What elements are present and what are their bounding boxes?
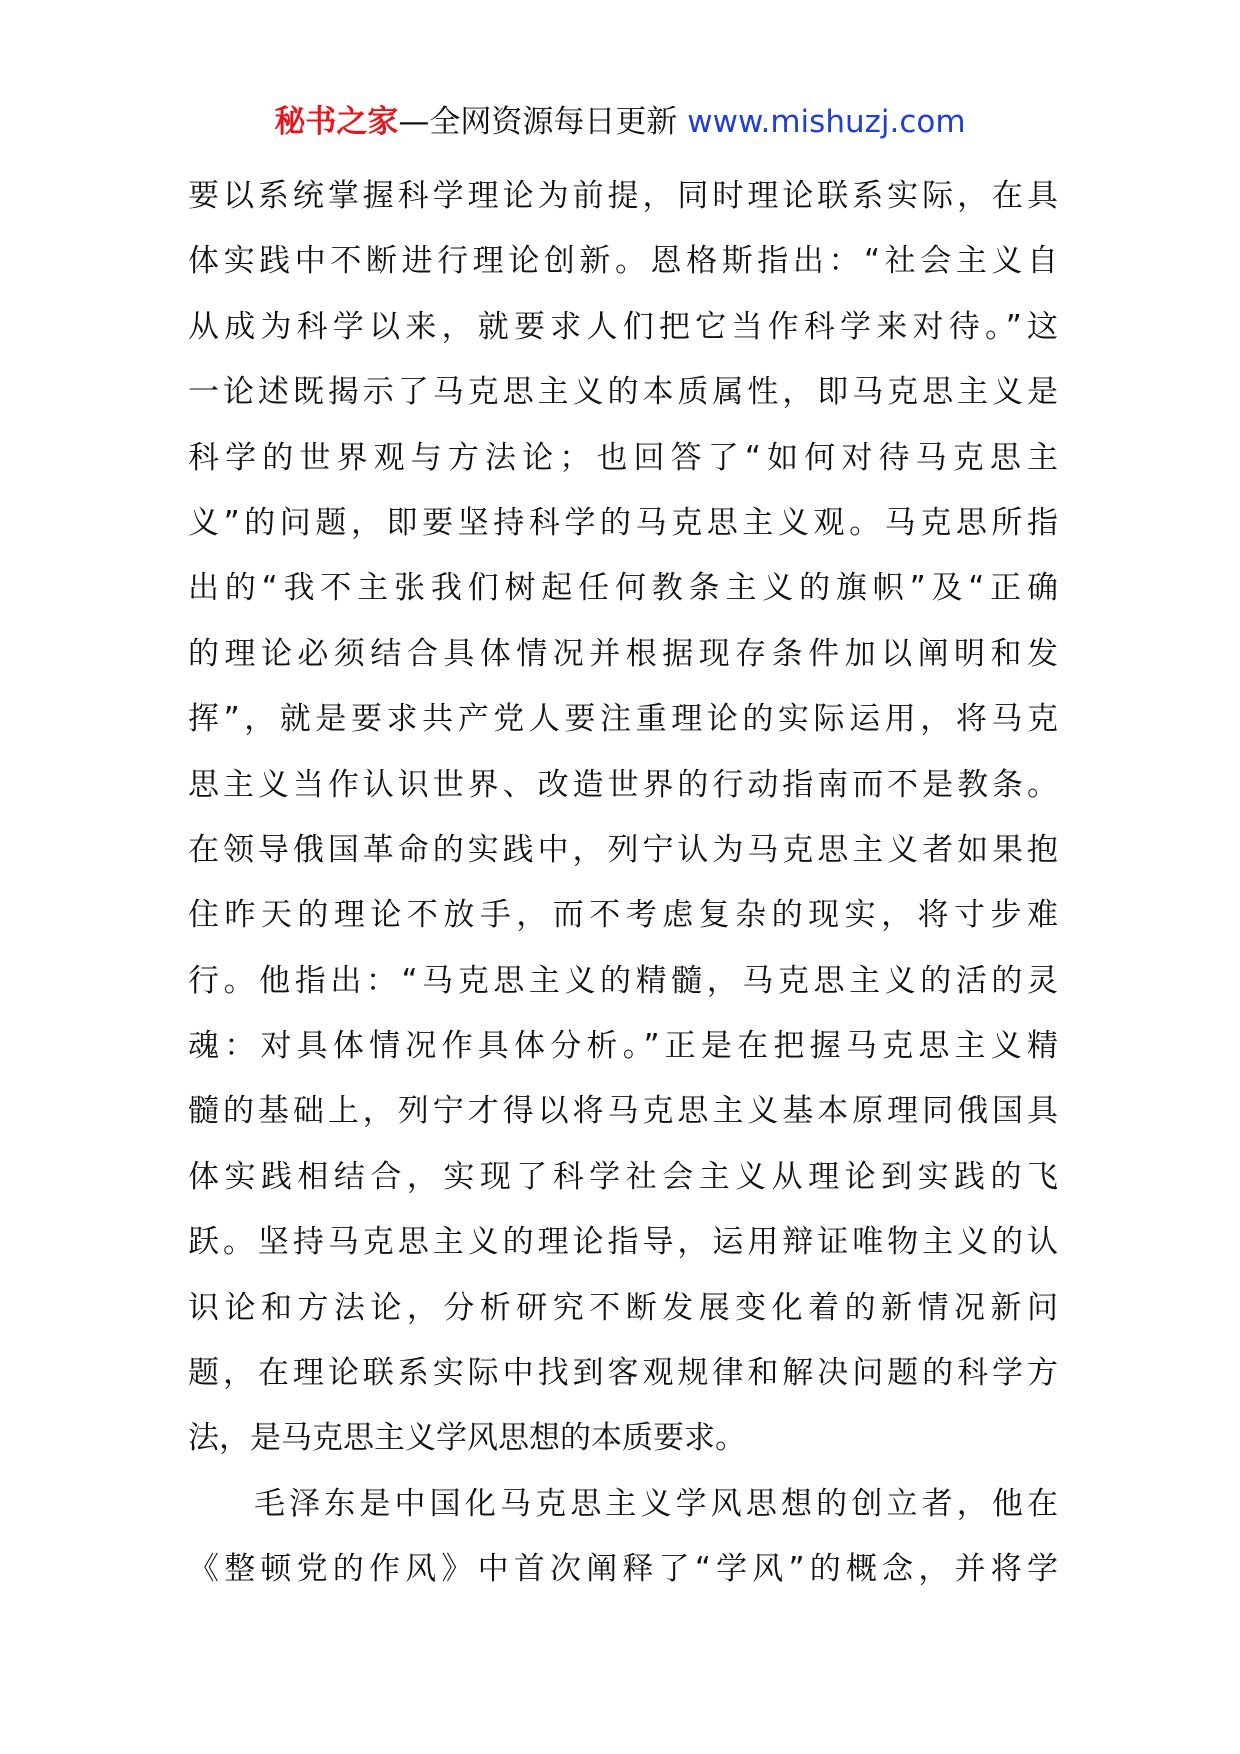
text-line: 《整顿党的作风》中首次阐释了“学风”的概念，并将学 <box>188 1551 1058 1588</box>
text-line: 法，是马克思主义学风思想的本质要求。 <box>188 1420 746 1457</box>
text-line: 从成为科学以来，就要求人们把它当作科学来对待。”这 <box>188 308 1058 345</box>
text-line: 题，在理论联系实际中找到客观规律和解决问题的科学方 <box>188 1355 1058 1392</box>
page-header <box>0 100 1240 144</box>
text-line: 体实践中不断进行理论创新。恩格斯指出：“社会主义自 <box>188 243 1058 280</box>
text-line: 思主义当作认识世界、改造世界的行动指南而不是教条。 <box>188 766 1058 803</box>
header-tagline: —全网资源每日更新 <box>398 104 688 140</box>
header-brand: 秘书之家 <box>274 104 399 140</box>
text-line: 跃。坚持马克思主义的理论指导，运用辩证唯物主义的认 <box>188 1224 1058 1261</box>
text-line: 髓的基础上，列宁才得以将马克思主义基本原理同俄国具 <box>188 1093 1058 1130</box>
paragraph-first-line: 毛泽东是中国化马克思主义学风思想的创立者，他在 <box>254 1485 1058 1522</box>
text-line: 住昨天的理论不放手，而不考虑复杂的现实，将寸步难 <box>188 897 1058 934</box>
text-line: 要以系统掌握科学理论为前提，同时理论联系实际，在具 <box>188 178 1058 214</box>
text-line: 科学的世界观与方法论；也回答了“如何对待马克思主 <box>188 439 1058 476</box>
document-body <box>188 164 1058 1603</box>
text-line: 义”的问题，即要坚持科学的马克思主义观。马克思所指 <box>188 504 1058 541</box>
text-line: 的理论必须结合具体情况并根据现存条件加以阐明和发 <box>188 635 1058 672</box>
text-line: 出的“我不主张我们树起任何教条主义的旗帜”及“正确 <box>188 570 1058 607</box>
text-line: 一论述既揭示了马克思主义的本质属性，即马克思主义是 <box>188 374 1058 411</box>
text-line: 在领导俄国革命的实践中，列宁认为马克思主义者如果抱 <box>188 831 1058 868</box>
text-line: 识论和方法论，分析研究不断发展变化着的新情况新问 <box>188 1289 1058 1326</box>
text-line: 行。他指出：“马克思主义的精髓，马克思主义的活的灵 <box>188 962 1058 999</box>
text-line: 体实践相结合，实现了科学社会主义从理论到实践的飞 <box>188 1158 1058 1195</box>
text-line: 挥”，就是要求共产党人要注重理论的实际运用，将马克 <box>188 701 1058 738</box>
text-line: 魂：对具体情况作具体分析。”正是在把握马克思主义精 <box>188 1028 1058 1065</box>
header-url[interactable]: www.mishuzj.com <box>687 104 966 140</box>
